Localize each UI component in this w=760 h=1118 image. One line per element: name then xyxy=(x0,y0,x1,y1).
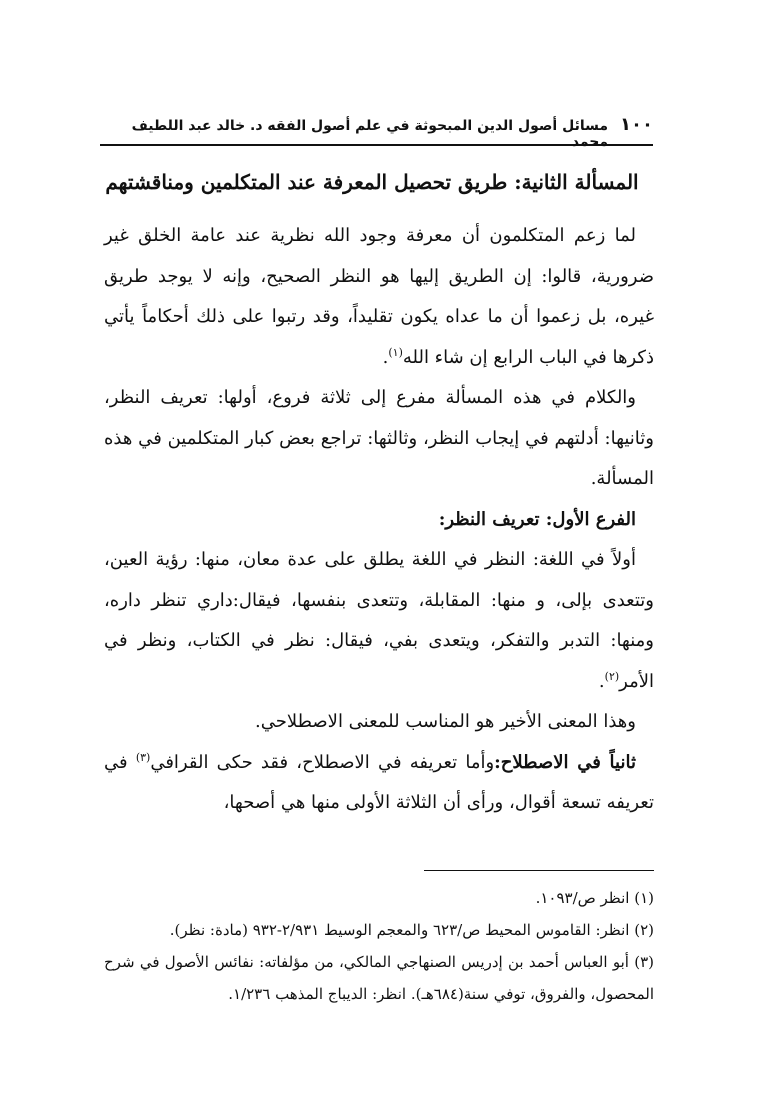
paragraph-3-text: أولاً في اللغة: النظر في اللغة يطلق على عدة معان، منها: رؤية العين، وتتعدى بإلى، و منها: المقابلة، وتتعدى بنفسها، فيقال:داري تنظر داره، ومنها: التدبر والتفكر، ويتعدى بفي، فيقال: نظر في الكتاب، ونظر في الأمر xyxy=(104,549,654,692)
footnote-3: (٣) أبو العباس أحمد بن إدريس الصنهاجي المالكي، من مؤلفاته: نفائس الأصول في شرح المحصول، والفروق، توفي سنة(٦٨٤هـ). انظر: الديباج المذهب ١/٢٣٦. xyxy=(104,953,654,1003)
footnote-1: (١) انظر ص/١٠٩٣. xyxy=(535,889,654,907)
footnote-divider xyxy=(424,870,654,871)
paragraph-1 xyxy=(104,216,654,378)
main-text xyxy=(104,216,654,824)
paragraph-4: وهذا المعنى الأخير هو المناسب للمعنى الاصطلاحي. xyxy=(255,711,636,732)
running-title: مسائل أصول الدين المبحوثة في علم أصول الفقه د. خالد عبد اللطيف محمد xyxy=(131,118,609,150)
paragraph-5-text: وأما تعريفه في الاصطلاح، فقد حكى القرافي xyxy=(150,751,495,773)
header-divider xyxy=(100,144,653,146)
paragraph-3-end: . xyxy=(598,670,605,692)
paragraph-1-end: . xyxy=(382,346,389,368)
paragraph-3 xyxy=(104,540,654,702)
paragraph-5-lead: ثانياً في الاصطلاح: xyxy=(494,751,636,773)
section-title: المسألة الثانية: طريق تحصيل المعرفة عند المتكلمين ومناقشتهم xyxy=(105,170,639,194)
paragraph-1-text: لما زعم المتكلمون أن معرفة وجود الله نظرية عند عامة الخلق غير ضرورية، قالوا: إن الطريق إليها هو النظر الصحيح، وإنه لا يوجد طريق غيره، بل زعموا أن ما عداه يكون تقليداً، وقد رتبوا على ذلك أحكاماً يأتي ذكرها في الباب الرابع إن شاء الله xyxy=(104,225,654,368)
footnotes xyxy=(104,882,654,1010)
footnote-ref-1: (١) xyxy=(388,345,403,359)
subsection-heading: الفرع الأول: تعريف النظر: xyxy=(438,508,636,530)
paragraph-2: والكلام في هذه المسألة مفرع إلى ثلاثة فروع، أولها: تعريف النظر، وثانيها: أدلتهم في إيجاب النظر، وثالثها: تراجع بعض كبار المتكلمين في هذه المسألة. xyxy=(104,387,654,489)
page-number: ١٠٠ xyxy=(620,114,653,135)
paragraph-5-rest: في تعريفه تسعة أقوال، ورأى أن الثلاثة الأولى منها هي أصحها، xyxy=(104,751,654,813)
paragraph-5 xyxy=(104,743,654,824)
footnote-ref-3: (٣) xyxy=(135,750,151,764)
footnote-ref-2: (٢) xyxy=(604,669,620,683)
footnote-2: (٢) انظر: القاموس المحيط ص/٦٢٣ والمعجم الوسيط ٢/٩٣١-٩٣٢ (مادة: نظر). xyxy=(169,921,654,939)
